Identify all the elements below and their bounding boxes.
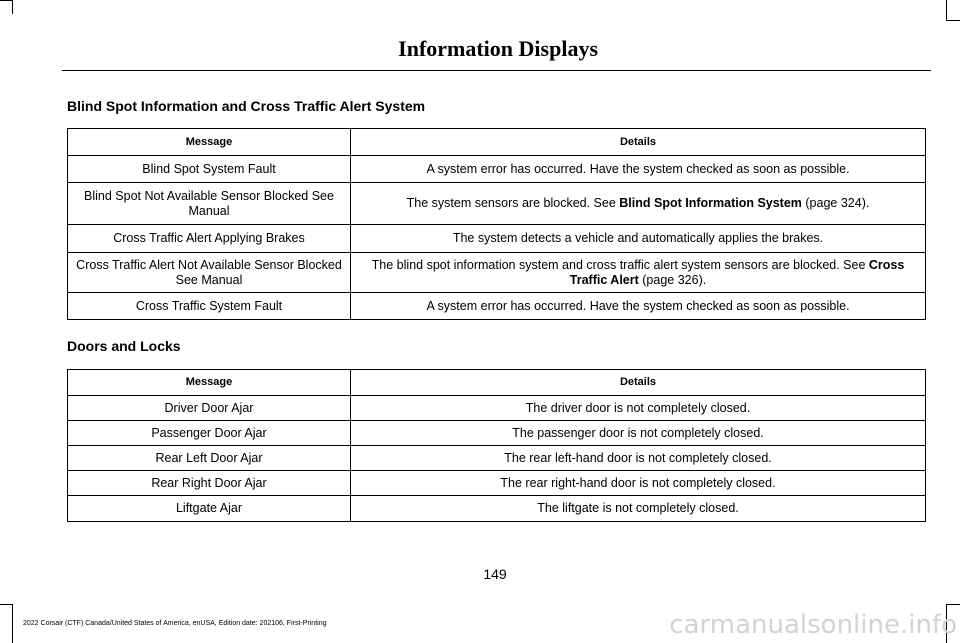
column-header-details: Details <box>351 129 926 156</box>
header-rule <box>62 70 931 71</box>
details-cell: A system error has occurred. Have the system checked as soon as possible. <box>351 293 926 320</box>
message-cell: Rear Left Door Ajar <box>68 446 351 471</box>
message-cell: Cross Traffic Alert Applying Brakes <box>68 225 351 253</box>
details-cell: The system detects a vehicle and automatically applies the brakes. <box>351 225 926 253</box>
details-cell: The rear left-hand door is not completely closed. <box>351 446 926 471</box>
message-cell: Cross Traffic System Fault <box>68 293 351 320</box>
crop-mark <box>0 0 12 1</box>
crop-mark <box>946 604 960 605</box>
table-header-row <box>68 370 926 396</box>
crop-mark <box>0 604 12 605</box>
message-cell: Cross Traffic Alert Not Available Sensor Blocked See Manual <box>68 253 351 293</box>
details-cell: The liftgate is not completely closed. <box>351 496 926 522</box>
crop-mark <box>12 604 13 643</box>
table-row <box>68 421 926 446</box>
table-row <box>68 225 926 253</box>
message-cell: Liftgate Ajar <box>68 496 351 522</box>
table-row <box>68 496 926 522</box>
cross-reference: Blind Spot Information System <box>619 196 802 210</box>
section-title-blind-spot: Blind Spot Information and Cross Traffic Alert System <box>67 98 426 114</box>
doors-locks-messages-table <box>67 369 926 522</box>
details-cell: The driver door is not completely closed. <box>351 396 926 421</box>
details-cell: The rear right-hand door is not completely closed. <box>351 471 926 496</box>
crop-mark <box>946 0 947 20</box>
details-cell: The passenger door is not completely closed. <box>351 421 926 446</box>
crop-mark <box>946 20 960 21</box>
crop-mark <box>12 0 13 14</box>
section-title-doors-locks: Doors and Locks <box>67 338 181 354</box>
message-cell: Blind Spot Not Available Sensor Blocked See Manual <box>68 183 351 225</box>
cross-reference: Cross Traffic Alert <box>569 257 905 287</box>
table-row <box>68 446 926 471</box>
watermark: carmanualsonline.info <box>669 610 957 640</box>
details-text: The blind spot information system and cross traffic alert system sensors are blocked. See <box>371 257 869 272</box>
details-cell <box>351 183 926 225</box>
edition-footer: 2022 Corsair (CTF) Canada/United States of America, enUSA, Edition date: 202106, First-Printing <box>23 620 327 627</box>
page-reference: (page 324). <box>801 196 870 210</box>
table-row <box>68 293 926 320</box>
table-row <box>68 183 926 225</box>
page-title: Information Displays <box>398 36 598 61</box>
page-number: 149 <box>483 566 507 582</box>
message-cell: Blind Spot System Fault <box>68 156 351 183</box>
table-header-row <box>68 129 926 156</box>
column-header-message: Message <box>68 129 351 156</box>
table-row <box>68 471 926 496</box>
page-reference: (page 326). <box>638 272 707 287</box>
details-cell: A system error has occurred. Have the system checked as soon as possible. <box>351 156 926 183</box>
details-cell <box>351 253 926 293</box>
table-row <box>68 156 926 183</box>
blind-spot-messages-table <box>67 128 926 320</box>
column-header-details: Details <box>351 370 926 396</box>
column-header-message: Message <box>68 370 351 396</box>
message-cell: Driver Door Ajar <box>68 396 351 421</box>
details-text: The system sensors are blocked. See <box>406 196 620 210</box>
table-row <box>68 253 926 293</box>
message-cell: Rear Right Door Ajar <box>68 471 351 496</box>
message-cell: Passenger Door Ajar <box>68 421 351 446</box>
table-row <box>68 396 926 421</box>
